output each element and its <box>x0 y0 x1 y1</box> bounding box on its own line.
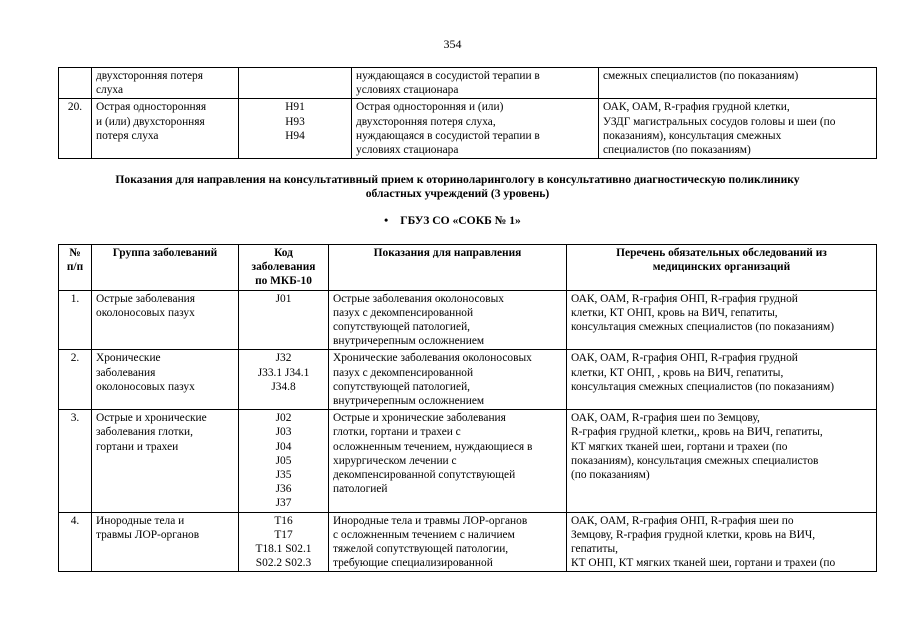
table-row <box>59 512 877 572</box>
referral-table <box>58 244 877 572</box>
institution-bullet <box>0 214 905 227</box>
top-table <box>58 67 877 159</box>
referral-indication: Инородные тела и травмы ЛОР-органов с осложненным течением с наличием тяжелой сопутствующей патологии, требующие специализированной <box>329 512 567 572</box>
required-exams: смежных специалистов (по показаниям) <box>599 68 877 99</box>
icd-code: Н91 Н93 Н94 <box>239 99 352 159</box>
disease-group: Острая односторонняя и (или) двухсторонняя потеря слуха <box>92 99 239 159</box>
referral-indication: нуждающаяся в сосудистой терапии в условиях стационара <box>352 68 599 99</box>
disease-group: двухсторонняя потеря слуха <box>92 68 239 99</box>
header-group: Группа заболеваний <box>92 245 239 291</box>
required-exams: ОАК, ОАМ, R-графия грудной клетки, УЗДГ магистральных сосудов головы и шеи (по показаниям), консультация смежных специалистов (по показаниям) <box>599 99 877 159</box>
header-exams: Перечень обязательных обследований из медицинских организаций <box>567 245 877 291</box>
referral-indication: Хронические заболевания околоносовых пазух с декомпенсированной сопутствующей патологией, внутричерепным осложнением <box>329 350 567 410</box>
icd-code: J02 J03 J04 J05 J35 J36 J37 <box>239 410 329 512</box>
referral-indication: Острые и хронические заболевания глотки, гортани и трахеи с осложненным течением, нуждающиеся в хирургическом лечении с декомпенсированной сопутствующей патологией <box>329 410 567 512</box>
section-heading: Показания для направления на консультативный прием к оториноларингологу в консультативно диагностическую поликлинику областных учреждений (3 уровень) <box>115 173 800 200</box>
table-row <box>59 68 877 99</box>
bullet-icon: • <box>384 214 389 227</box>
row-number: 2. <box>59 350 92 410</box>
table-row <box>59 99 877 159</box>
disease-group: Острые и хронические заболевания глотки, гортани и трахеи <box>92 410 239 512</box>
table-header-row <box>59 245 877 291</box>
institution-name: ГБУЗ СО «СОКБ № 1» <box>400 214 521 227</box>
disease-group: Острые заболевания околоносовых пазух <box>92 290 239 350</box>
required-exams: ОАК, ОАМ, R-графия ОНП, R-графия грудной клетки, КТ ОНП, , кровь на ВИЧ, гепатиты, консультация смежных специалистов (по показаниям) <box>567 350 877 410</box>
icd-code: T16 T17 T18.1 S02.1 S02.2 S02.3 <box>239 512 329 572</box>
disease-group: Инородные тела и травмы ЛОР-органов <box>92 512 239 572</box>
row-number: 4. <box>59 512 92 572</box>
row-number: 3. <box>59 410 92 512</box>
icd-code: J01 <box>239 290 329 350</box>
table-row <box>59 410 877 512</box>
table-row <box>59 290 877 350</box>
icd-code: J32 J33.1 J34.1 J34.8 <box>239 350 329 410</box>
required-exams: ОАК, ОАМ, R-графия шеи по Земцову, R-графия грудной клетки,, кровь на ВИЧ, гепатиты, КТ мягких тканей шеи, гортани и трахеи (по показаниям), консультация смежных специалистов (по показаниям) <box>567 410 877 512</box>
table-row <box>59 350 877 410</box>
icd-code <box>239 68 352 99</box>
header-num: № п/п <box>59 245 92 291</box>
referral-indication: Острые заболевания околоносовых пазух с декомпенсированной сопутствующей патологией, внутричерепным осложнением <box>329 290 567 350</box>
required-exams: ОАК, ОАМ, R-графия ОНП, R-графия грудной клетки, КТ ОНП, кровь на ВИЧ, гепатиты, консультация смежных специалистов (по показаниям) <box>567 290 877 350</box>
header-indication: Показания для направления <box>329 245 567 291</box>
row-number: 1. <box>59 290 92 350</box>
header-code: Код заболевания по МКБ-10 <box>239 245 329 291</box>
disease-group: Хронические заболевания околоносовых пазух <box>92 350 239 410</box>
row-number: 20. <box>59 99 92 159</box>
referral-indication: Острая односторонняя и (или) двухсторонняя потеря слуха, нуждающаяся в сосудистой терапии в условиях стационара <box>352 99 599 159</box>
required-exams: ОАК, ОАМ, R-графия ОНП, R-графия шеи по Земцову, R-графия грудной клетки, кровь на ВИЧ, гепатиты, КТ ОНП, КТ мягких тканей шеи, гортани и трахеи (по <box>567 512 877 572</box>
row-number <box>59 68 92 99</box>
page-number: 354 <box>443 37 462 51</box>
